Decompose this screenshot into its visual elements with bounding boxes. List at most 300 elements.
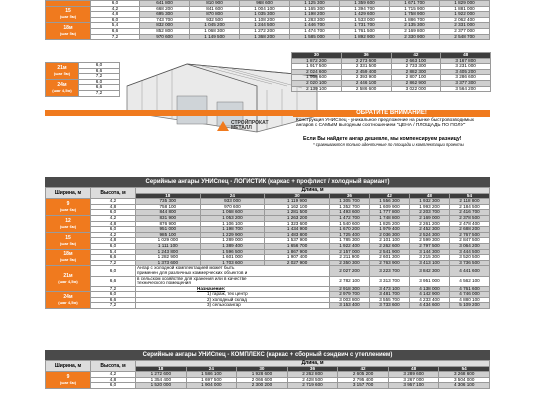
price-cell: 2 066 600 (237, 377, 288, 383)
price-cell: 2 027 200 (329, 266, 369, 276)
price-cell: 2 261 200 (409, 221, 449, 227)
price-cell: 832 000 (140, 23, 190, 29)
price-cell: 3 167 800 (441, 58, 491, 64)
attention-footnote: * сравниваются только идентичные по площади и комплектации проекты (313, 141, 464, 147)
promo-block (45, 52, 490, 170)
step-label: (шаг 6м) (59, 207, 77, 213)
price-cell: 1 761 500 (340, 28, 390, 34)
price-cell: 2 807 100 (391, 75, 441, 81)
width-cell (46, 215, 91, 232)
price-cell: 1 785 300 (329, 238, 369, 244)
length-value: 42 (338, 366, 389, 372)
price-cell: 2 135 300 (390, 23, 440, 29)
length-value: 30 (265, 193, 330, 199)
price-cell: 1 656 700 (265, 243, 330, 249)
length-value: 30 (237, 366, 288, 372)
price-cell: 1 777 800 (369, 210, 409, 216)
price-cell: 1 125 300 (290, 1, 340, 7)
price-cell: 743 700 (140, 17, 190, 23)
width-label: 9 (66, 374, 70, 381)
logo-icon (217, 121, 229, 131)
width-cell (46, 63, 79, 80)
height-cell: 6,6 (91, 297, 136, 303)
price-cell: 810 900 (190, 1, 240, 7)
note-line: Назначение: (197, 285, 226, 291)
length-value: 42 (369, 193, 409, 199)
length-value: 18 (136, 366, 187, 372)
price-cell: 3 842 300 (409, 266, 449, 276)
price-cell: 2 599 300 (409, 238, 449, 244)
step-label: (шаг 4,5м) (58, 278, 78, 284)
note-cell (136, 303, 330, 309)
price-cell: 2 330 900 (390, 34, 440, 40)
price-cell: 1 748 800 (369, 215, 409, 221)
height-cell: 6,0 (91, 227, 136, 233)
price-cell: 2 478 400 (449, 221, 489, 227)
table-row (46, 34, 490, 40)
note-line: в сельском хозяйстве для хранения или в качестве (137, 275, 247, 281)
price-cell: 2 428 500 (287, 377, 338, 383)
height-cell: 6,6 (79, 68, 120, 74)
price-cell: 3 736 500 (449, 260, 489, 266)
price-cell: 1 758 900 (390, 12, 440, 18)
price-cell: 3 555 700 (369, 297, 409, 303)
price-cell: 2 719 600 (287, 383, 338, 389)
height-cell: 6,6 (91, 255, 136, 261)
height-cell: 4,8 (91, 377, 136, 383)
price-cell: 3 223 700 (369, 266, 409, 276)
height-cell: 6,0 (79, 79, 120, 85)
height-cell: 6,0 (91, 292, 136, 298)
price-cell: 3 957 100 (388, 383, 439, 389)
height-cell: 5,4 (91, 23, 140, 29)
price-cell: 2 118 800 (449, 199, 489, 205)
width-label: 15 (65, 234, 71, 241)
price-cell: 1 596 500 (200, 249, 265, 255)
price-cell: 852 800 (140, 28, 190, 34)
note-line: Ангар с холодной комплектацией может быть (137, 265, 235, 271)
price-cell: 2 548 700 (440, 34, 490, 40)
price-cell: 1 323 600 (265, 221, 330, 227)
price-cell: 3 064 200 (449, 243, 489, 249)
height-cell: 6,6 (79, 85, 120, 91)
height-cell: 6,0 (91, 210, 136, 216)
price-cell: 3 504 000 (439, 377, 490, 383)
price-cell: 1 993 200 (409, 204, 449, 210)
width-header: Ширина, м (46, 188, 91, 199)
step-label: (шаг 6м) (59, 380, 77, 386)
price-cell: 1 281 500 (265, 210, 330, 216)
price-cell: 2 139 100 (292, 86, 342, 92)
price-cell: 1 243 800 (136, 249, 201, 255)
width-label: 12 (65, 217, 71, 224)
price-cell: 3 231 000 (441, 64, 491, 70)
price-cell: 1 586 100 (186, 372, 237, 378)
price-cell: 3 022 000 (391, 86, 441, 92)
price-cell: 1 354 400 (136, 377, 187, 383)
price-cell: 4 142 900 (409, 292, 449, 298)
price-cell: 1 917 500 (292, 64, 342, 70)
height-cell: 6,0 (79, 63, 120, 69)
length-value: 36 (329, 193, 369, 199)
length-value: 54 (449, 193, 489, 199)
table-row (46, 303, 490, 309)
height-cell: 7,2 (91, 303, 136, 309)
price-cell: 1 932 300 (409, 199, 449, 205)
price-cell: 1 585 000 (290, 34, 340, 40)
price-cell: 1 731 700 (340, 23, 390, 29)
price-cell: 1 272 200 (240, 28, 290, 34)
price-cell: 2 882 300 (391, 69, 441, 75)
note-line: 3) сельхозангар (207, 302, 241, 308)
price-cell: 876 900 (136, 221, 201, 227)
price-cell: 933 000 (200, 199, 265, 205)
width-cell (46, 249, 91, 266)
price-cell: 1 352 700 (329, 204, 369, 210)
note-cell (136, 266, 330, 276)
price-cell: 1 035 300 (240, 12, 290, 18)
price-cell: 2 377 000 (440, 28, 490, 34)
price-cell: 1 697 500 (186, 377, 237, 383)
price-cell: 5 109 200 (449, 303, 489, 309)
price-cell: 4 746 000 (449, 292, 489, 298)
width-cell (46, 372, 91, 389)
price-cell: 3 520 500 (449, 255, 489, 261)
price-cell: 1 892 900 (340, 34, 390, 40)
height-cell: 7,2 (79, 74, 120, 80)
price-cell: 2 378 500 (449, 215, 489, 221)
price-cell: 758 100 (136, 204, 201, 210)
price-cell: 1 493 600 (329, 210, 369, 216)
price-cell: 1 540 600 (329, 221, 369, 227)
price-cell: 4 138 000 (409, 286, 449, 292)
length-header: Длина, м (136, 188, 490, 194)
height-cell: 6,6 (91, 276, 136, 286)
top-table-grid (45, 0, 490, 40)
width-label: 18м (63, 251, 73, 258)
price-cell: 2 300 200 (237, 383, 288, 389)
price-cell: 695 300 (140, 12, 190, 18)
price-cell: 1 429 600 (340, 12, 390, 18)
price-cell: 2 847 500 (449, 238, 489, 244)
table-row (46, 383, 490, 389)
price-cell: 1 149 500 (190, 34, 240, 40)
length-value: 24 (186, 366, 237, 372)
height-cell: 6,0 (91, 243, 136, 249)
price-cell: 4 233 400 (409, 297, 449, 303)
price-cell: 1 111 100 (136, 243, 201, 249)
price-cell: 2 036 300 (369, 232, 409, 238)
price-cell: 1 373 600 (136, 260, 201, 266)
logo-text: СТРОЙПРОКАТ МЕТАЛЛ (231, 120, 269, 131)
height-cell: 7,2 (91, 260, 136, 266)
price-cell: 2 331 500 (341, 64, 391, 70)
price-cell: 1 283 300 (290, 17, 340, 23)
price-cell: 1 872 200 (292, 58, 342, 64)
price-cell: 2 393 900 (341, 75, 391, 81)
height-cell: 4,2 (91, 372, 136, 378)
price-cell: 1 244 500 (240, 23, 290, 29)
price-cell: 668 200 (140, 6, 190, 12)
width-cell (46, 6, 91, 23)
price-cell: 3 481 700 (369, 292, 409, 298)
price-cell: 1 520 000 (136, 383, 187, 389)
height-cell: 6,0 (91, 266, 136, 276)
price-cell: 1 671 700 (390, 1, 440, 7)
price-cell: 1 359 600 (340, 1, 390, 7)
height-cell: 6,0 (91, 17, 140, 23)
price-cell: 3 413 100 (409, 260, 449, 266)
price-cell: 4 434 600 (409, 303, 449, 309)
length-header: 36 (341, 53, 391, 59)
price-cell: 3 215 300 (409, 255, 449, 261)
price-cell: 1 601 000 (200, 255, 265, 261)
table-row (46, 276, 490, 286)
price-cell: 3 289 600 (388, 372, 439, 378)
price-cell: 2 169 800 (390, 28, 440, 34)
price-cell: 2 262 800 (287, 372, 338, 378)
price-cell: 2 446 100 (341, 80, 391, 86)
height-cell: 4,2 (91, 6, 140, 12)
price-cell: 1 922 000 (440, 12, 490, 18)
width-label: 21м (57, 64, 67, 71)
width-cell (46, 23, 91, 40)
price-cell: 641 800 (140, 1, 190, 7)
logistic-table (45, 187, 490, 309)
price-cell: 1 715 900 (390, 6, 440, 12)
price-cell: 1 725 400 (329, 232, 369, 238)
note-cell (136, 276, 330, 286)
top-price-table (45, 0, 490, 40)
height-cell: 6,0 (91, 383, 136, 389)
price-cell: 1 922 400 (329, 243, 369, 249)
price-cell: 4 306 100 (439, 383, 490, 389)
table-row (292, 86, 491, 92)
height-cell: 5,4 (91, 249, 136, 255)
price-cell: 970 600 (200, 204, 265, 210)
price-cell: 1 068 300 (190, 28, 240, 34)
price-cell: 1 472 700 (329, 215, 369, 221)
price-cell: 1 703 600 (200, 260, 265, 266)
price-cell: 4 880 100 (449, 297, 489, 303)
step-label: (шаг 6м) (59, 223, 77, 229)
height-cell: 4,8 (91, 12, 140, 18)
step-label: (шаг 5м) (59, 257, 77, 263)
price-cell: 1 068 600 (200, 210, 265, 216)
height-header: Высота, м (91, 188, 136, 199)
price-cell: 3 444 500 (449, 249, 489, 255)
price-cell: 1 907 400 (265, 255, 330, 261)
price-cell: 1 119 900 (265, 199, 330, 205)
price-cell: 2 169 000 (409, 215, 449, 221)
complex-table (45, 360, 490, 389)
price-cell: 2 601 300 (369, 255, 409, 261)
price-cell: 3 267 000 (388, 377, 439, 383)
length-header: 30 (292, 53, 342, 59)
price-cell: 1 881 000 (440, 6, 490, 12)
height-cell: 4,8 (91, 204, 136, 210)
step-label: (шаг 5м) (59, 31, 77, 37)
price-cell: 1 272 600 (136, 372, 187, 378)
top-right-side-labels (45, 62, 120, 97)
price-cell: 844 800 (136, 210, 201, 216)
width-cell (46, 232, 91, 249)
price-cell: 2 184 500 (449, 204, 489, 210)
note-line: применен для различных коммерческих объектов и (137, 269, 248, 275)
price-cell: 1 904 000 (186, 383, 237, 389)
step-label: (шаг 5м) (53, 70, 71, 76)
price-cell: 2 524 300 (409, 232, 449, 238)
width-cell (46, 199, 91, 216)
price-cell: 1 928 600 (237, 372, 288, 378)
height-cell: 7,2 (91, 34, 140, 40)
step-label: (шаг 5м) (59, 240, 77, 246)
price-cell: 2 062 400 (440, 17, 490, 23)
price-cell: 1 029 000 (136, 238, 201, 244)
length-value: 48 (388, 366, 439, 372)
height-cell: 6,6 (91, 28, 140, 34)
price-cell: 1 434 900 (265, 227, 330, 233)
price-cell: 970 600 (140, 34, 190, 40)
price-cell: 1 045 200 (190, 23, 240, 29)
height-cell: 4,2 (91, 232, 136, 238)
price-cell: 2 273 600 (341, 58, 391, 64)
price-cell: 3 473 100 (369, 286, 409, 292)
price-cell: 2 452 300 (409, 227, 449, 233)
price-cell: 2 416 700 (449, 210, 489, 216)
width-label: 9 (66, 201, 70, 208)
price-cell: 1 053 200 (200, 215, 265, 221)
price-cell: 1 289 000 (200, 238, 265, 244)
price-cell: 2 763 900 (369, 260, 409, 266)
price-cell: 1 968 600 (292, 75, 342, 81)
note-line: технического помещения (137, 280, 191, 286)
price-cell: 2 331 000 (440, 23, 490, 29)
height-header: Высота, м (91, 361, 136, 372)
height-cell: 4,2 (91, 215, 136, 221)
width-label: 15 (65, 8, 71, 15)
price-cell: 1 165 300 (290, 6, 340, 12)
price-cell: 2 767 500 (449, 232, 489, 238)
width-cell (46, 292, 91, 309)
logistic-title: Серийные ангары УНИСпец - ЛОГИСТИК (каркас + профлист / холодный вариант) (45, 177, 490, 187)
note-line: 2) холодный склад (207, 296, 247, 302)
attention-box (293, 110, 490, 170)
price-cell: 1 446 700 (290, 23, 340, 29)
price-cell: 1 483 800 (265, 232, 330, 238)
price-cell: 1 825 200 (369, 221, 409, 227)
price-cell: 3 286 600 (441, 75, 491, 81)
price-cell: 3 003 800 (329, 297, 369, 303)
price-cell: 2 027 900 (265, 260, 330, 266)
price-cell: 2 211 900 (329, 255, 369, 261)
length-value: 54 (439, 366, 490, 372)
price-cell: 2 862 900 (391, 80, 441, 86)
price-cell: 2 541 900 (369, 249, 409, 255)
width-cell (46, 266, 91, 292)
price-cell: 3 313 700 (369, 276, 409, 286)
width-label: 21м (63, 272, 73, 279)
price-cell: 3 405 200 (441, 69, 491, 75)
price-cell: 3 377 300 (441, 80, 491, 86)
height-cell: 4,2 (91, 199, 136, 205)
price-cell: 4 441 600 (449, 266, 489, 276)
step-label: (шаг 4,5м) (58, 300, 78, 306)
price-cell: 1 198 700 (200, 227, 265, 233)
height-cell: 7,2 (91, 286, 136, 292)
price-cell: 2 459 400 (341, 69, 391, 75)
price-cell: 1 198 200 (290, 12, 340, 18)
complex-section (45, 350, 490, 389)
price-cell: 2 350 300 (329, 260, 369, 266)
length-value: 48 (409, 193, 449, 199)
price-cell: 2 101 100 (369, 238, 409, 244)
width-label: 24м (57, 81, 67, 88)
price-cell: 2 020 100 (292, 80, 342, 86)
price-cell: 2 979 700 (329, 292, 369, 298)
price-cell: 735 300 (136, 199, 201, 205)
price-cell: 1 108 200 (240, 17, 290, 23)
attention-text: Конструкция УНИСпец - уникальное предложение на рынке быстровозводимых ангаров с САМЫМ выгодным соотношением "ЦЕНА / ПЛОЩАДЬ ПО ПОЛУ" (296, 118, 475, 129)
complex-title: Серийные ангары УНИСпец - КОМПЛЕКС (каркас + сборный сэндвич с утеплением) (45, 350, 490, 360)
price-cell: 1 829 000 (440, 1, 490, 7)
price-cell: 1 263 200 (265, 215, 330, 221)
length-value: 18 (136, 193, 201, 199)
price-cell: 951 000 (136, 227, 201, 233)
price-cell: 968 600 (240, 1, 290, 7)
price-cell: 1 106 100 (200, 221, 265, 227)
price-cell: 2 203 700 (409, 210, 449, 216)
height-cell: 4,8 (91, 238, 136, 244)
price-cell: 841 600 (190, 6, 240, 12)
price-cell: 2 795 400 (338, 377, 389, 383)
price-cell: 1 670 200 (329, 227, 369, 233)
price-cell: 2 688 200 (449, 227, 489, 233)
length-header: 48 (441, 53, 491, 59)
price-cell: 3 951 000 (409, 276, 449, 286)
price-cell: 1 229 900 (200, 232, 265, 238)
price-cell: 1 389 400 (200, 243, 265, 249)
price-cell: 1 979 400 (369, 227, 409, 233)
price-cell: 1 886 700 (390, 17, 440, 23)
width-header: Ширина, м (46, 361, 91, 372)
attention-question: Если Вы найдете ангар дешевле, мы компенсируем разницу! (303, 135, 462, 142)
price-cell: 831 900 (136, 215, 201, 221)
price-cell: 2 663 100 (391, 58, 441, 64)
price-cell: 1 394 700 (340, 6, 390, 12)
height-cell: 4,8 (91, 221, 136, 227)
price-cell: 2 157 000 (329, 249, 369, 255)
price-cell: 3 144 300 (409, 249, 449, 255)
price-cell: 1 609 900 (369, 204, 409, 210)
table-row (46, 266, 490, 276)
price-cell: 3 157 700 (338, 383, 389, 389)
width-label: 24м (63, 294, 73, 301)
price-cell: 1 004 100 (240, 6, 290, 12)
price-cell: 1 556 300 (369, 199, 409, 205)
price-cell: 2 024 600 (292, 69, 342, 75)
price-cell: 1 533 000 (340, 17, 390, 23)
step-label: (шаг 4,5м) (52, 87, 72, 93)
price-cell: 1 162 100 (265, 204, 330, 210)
price-cell: 1 305 700 (329, 199, 369, 205)
top-right-table (291, 52, 491, 92)
price-cell: 1 282 900 (136, 255, 201, 261)
price-cell: 932 500 (190, 17, 240, 23)
company-logo (217, 120, 287, 132)
price-cell: 1 537 900 (265, 238, 330, 244)
length-header: Длина, м (136, 361, 490, 367)
